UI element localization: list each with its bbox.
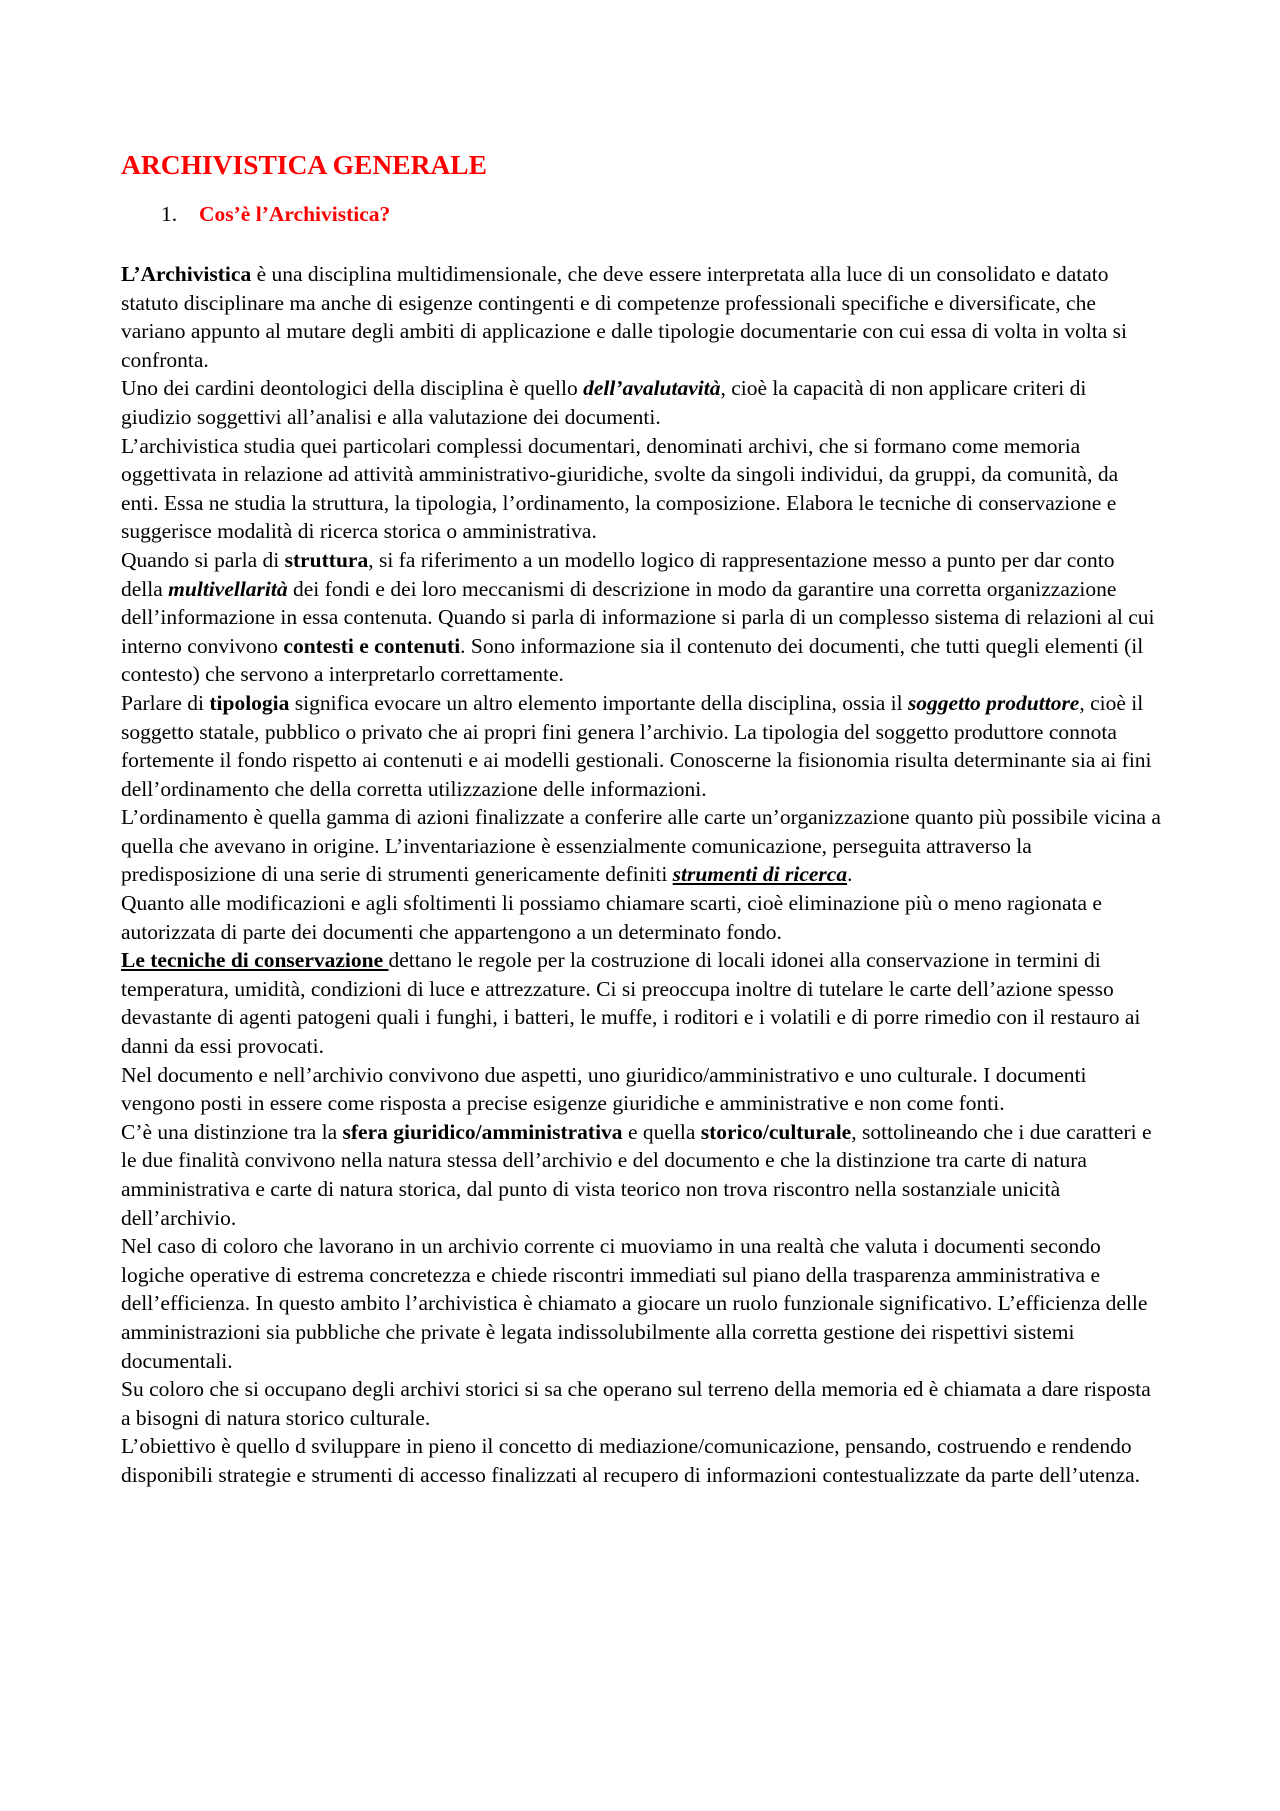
paragraph bbox=[121, 260, 1161, 374]
text-run: C’è una distinzione tra la bbox=[121, 1119, 343, 1144]
text-run: è una disciplina multidimensionale, che deve essere interpretata alla luce di un consolidato e datato statuto disciplinare ma anche di esigenze contingenti e di competenze professionali specifiche e diversificate, che variano appunto al mutare degli ambiti di applicazione e dalle tipologie documentarie con cui essa di volta in volta si confronta. bbox=[121, 262, 1128, 372]
paragraph bbox=[121, 1118, 1161, 1232]
text-run: , sottolineando che i due caratteri e le due finalità convivono nella natura stessa dell’archivio e del documento e che la distinzione tra carte di natura amministrativa e carte di natura storica, dal punto di vista teorico non trova riscontro nella sostanziale unicità dell’archivio. bbox=[121, 1119, 1152, 1230]
text-run: dei fondi e dei loro meccanismi di descrizione in modo da garantire una corretta organizzazione dell’informazione in essa contenuta. Quando si parla di informazione si parla di un complesso sistema di relazioni al cui interno convivono bbox=[121, 576, 1155, 658]
emphasized-text: tipologia bbox=[209, 690, 290, 715]
text-run: L’archivistica studia quei particolari complessi documentari, denominati archivi, che si formano come memoria oggettivata in relazione ad attività amministrativo-giuridiche, svolte da singoli individui, da gruppi, da comunità, da enti. Essa ne studia la struttura, la tipologia, l’ordinamento, la composizione. Elabora le tecniche di conservazione e suggerisce modalità di ricerca storica o amministrativa. bbox=[121, 433, 1119, 544]
text-run: Quando si parla di bbox=[121, 547, 285, 572]
emphasized-text: dell’avalutavità bbox=[583, 376, 721, 401]
emphasized-text: contesti e contenuti bbox=[283, 633, 461, 658]
paragraph bbox=[121, 889, 1161, 946]
paragraph bbox=[121, 1232, 1161, 1375]
text-run: Quanto alle modificazioni e agli sfoltimenti li possiamo chiamare scarti, cioè eliminazione più o meno ragionata e autorizzata di parte dei documenti che appartengono a un determinato fondo. bbox=[121, 891, 1102, 944]
text-run: Uno dei cardini deontologici della disciplina è quello bbox=[121, 376, 584, 401]
emphasized-text: strumenti di ricerca bbox=[672, 862, 848, 887]
text-run: , cioè la capacità di non applicare criteri di giudizio soggettivi all’analisi e alla valutazione dei documenti. bbox=[121, 376, 1087, 429]
section-number: 1. bbox=[161, 202, 178, 226]
emphasized-text: struttura bbox=[284, 547, 369, 572]
text-run: , si fa riferimento a un modello logico di rappresentazione messo a punto per dar conto della bbox=[121, 547, 1115, 601]
text-run: Nel caso di coloro che lavorano in un archivio corrente ci muoviamo in una realtà che valuta i documenti secondo logiche operative di estrema concretezza e chiede riscontri immediati sul piano della trasparenza amministrativa e dell’efficienza. In questo ambito l’archivistica è chiamato a giocare un ruolo funzionale significativo. L’efficienza delle amministrazioni sia pubbliche che private è legata indissolubilmente alla corretta gestione dei rispettivi sistemi documentali. bbox=[121, 1234, 1148, 1373]
text-run: . bbox=[847, 862, 853, 887]
document-body bbox=[121, 260, 1161, 1490]
paragraph bbox=[121, 1432, 1161, 1489]
text-run: Su coloro che si occupano degli archivi storici si sa che operano sul terreno della memoria ed è chiamata a dare risposta a bisogni di natura storico culturale. bbox=[121, 1377, 1151, 1430]
paragraph bbox=[121, 374, 1161, 431]
emphasized-text: Le tecniche di conservazione bbox=[121, 948, 389, 973]
document-title: ARCHIVISTICA GENERALE bbox=[121, 149, 487, 180]
text-run: significa evocare un altro elemento importante della disciplina, ossia il bbox=[289, 690, 908, 715]
paragraph bbox=[121, 546, 1161, 689]
text-run: L’ordinamento è quella gamma di azioni finalizzate a conferire alle carte un’organizzazione quanto più possibile vicina a quella che avevano in origine. L’inventariazione è essenzialmente comunicazione, perseguita attraverso la predisposizione di una serie di strumenti genericamente definiti bbox=[121, 805, 1161, 887]
section-heading bbox=[121, 200, 1161, 228]
paragraph bbox=[121, 946, 1161, 1060]
paragraph bbox=[121, 689, 1161, 803]
emphasized-text: soggetto produttore bbox=[907, 690, 1080, 715]
paragraph bbox=[121, 432, 1161, 546]
paragraph bbox=[121, 1375, 1161, 1432]
text-run: e quella bbox=[622, 1119, 701, 1144]
paragraph bbox=[121, 803, 1161, 889]
paragraph bbox=[121, 1061, 1161, 1118]
text-run: L’obiettivo è quello d sviluppare in pieno il concetto di mediazione/comunicazione, pensando, costruendo e rendendo disponibili strategie e strumenti di accesso finalizzati al recupero di informazioni contestualizzate da parte dell’utenza. bbox=[121, 1434, 1141, 1487]
emphasized-text: sfera giuridico/amministrativa bbox=[342, 1119, 623, 1144]
emphasized-text: multivellarità bbox=[168, 576, 288, 601]
emphasized-text: storico/culturale bbox=[700, 1119, 852, 1144]
document-page bbox=[121, 148, 1161, 1490]
text-run: . Sono informazione sia il contenuto dei documenti, che tutti quegli elementi (il contesto) che servono a interpretarlo correttamente. bbox=[121, 633, 1144, 687]
text-run: , cioè il soggetto statale, pubblico o privato che ai propri fini genera l’archivio. La tipologia del soggetto produttore connota fortemente il fondo rispetto ai contenuti e ai modelli gestionali. Conoscerne la fisionomia risulta determinante sia ai fini dell’ordinamento che della corretta utilizzazione delle informazioni. bbox=[121, 690, 1152, 801]
section-title: Cos’è l’Archivistica? bbox=[199, 202, 391, 226]
text-run: Parlare di bbox=[121, 690, 210, 715]
text-run: dettano le regole per la costruzione di locali idonei alla conservazione in termini di temperatura, umidità, condizioni di luce e attrezzature. Ci si preoccupa inoltre di tutelare le carte dell’azione spesso devastante di agenti patogeni quali i funghi, i batteri, le muffe, i roditori e i volatili e di porre rimedio con il restauro ai danni da essi provocati. bbox=[121, 948, 1141, 1059]
text-run: Nel documento e nell’archivio convivono due aspetti, uno giuridico/amministrativo e uno culturale. I documenti vengono posti in essere come risposta a precise esigenze giuridiche e amministrative e non come fonti. bbox=[121, 1062, 1087, 1116]
emphasized-text: L’Archivistica bbox=[121, 262, 252, 286]
